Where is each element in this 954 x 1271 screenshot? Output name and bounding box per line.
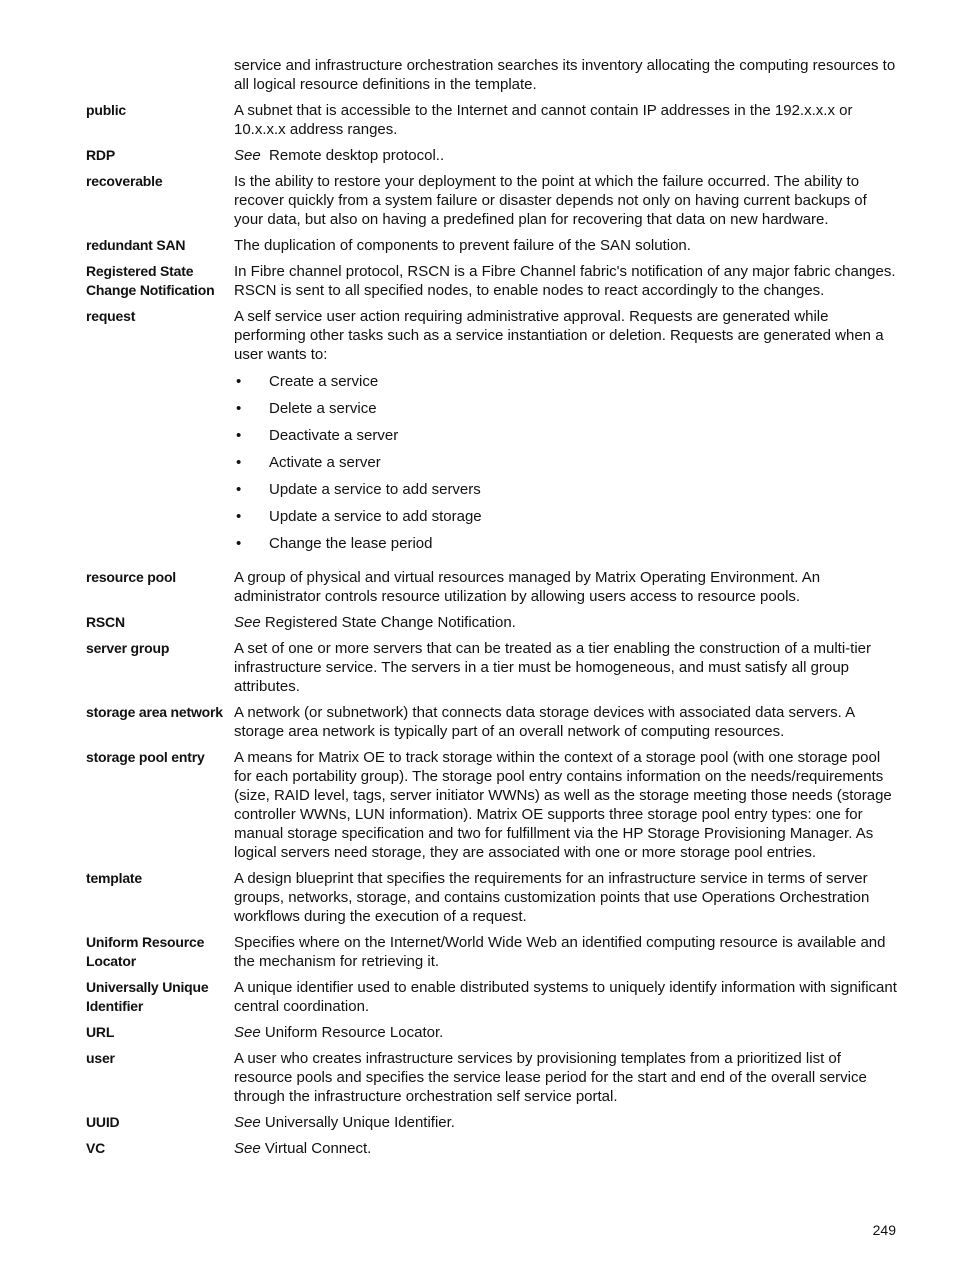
glossary-term: storage pool entry: [86, 749, 205, 765]
glossary-term: server group: [86, 640, 170, 656]
list-item: • Update a service to add storage: [236, 508, 482, 525]
glossary-definition: The duplication of components to prevent failure of the SAN solution.: [234, 237, 691, 254]
request-definition-text: A self service user action requiring administrative approval. Requests are generated while performing other tasks such as a service instantiation or deletion. Requests are generated when a user wants to:: [234, 308, 884, 363]
glossary-definition: A design blueprint that specifies the requirements for an infrastructure service in terms of server groups, networks, storage, and contains customization points that use Operations Orchestration workflows during the execution of a request.: [234, 870, 870, 925]
glossary-definition: Specifies where on the Internet/World Wide Web an identified computing resource is available and the mechanism for retrieving it.: [234, 934, 886, 970]
glossary-entry-server-group: [86, 639, 898, 696]
glossary-definition: Is the ability to restore your deployment to the point at which the failure occurred. The ability to recover quickly from a system failure or disaster depends not only on having current backups of your data, but also on having a predefined plan for recovering that data on new hardware.: [234, 173, 867, 228]
glossary-term: Registered State Change Notification: [86, 263, 215, 298]
glossary-term: RDP: [86, 147, 115, 163]
glossary-term: request: [86, 308, 136, 324]
see-reference: See: [234, 147, 261, 164]
bullet-icon: •: [236, 400, 242, 417]
glossary-term: URL: [86, 1024, 115, 1040]
reference-target: Registered State Change Notification.: [264, 614, 516, 631]
glossary-entry-user: [86, 1049, 898, 1106]
glossary-entry-uniform-resource-locator: [86, 933, 898, 971]
list-item: • Activate a server: [236, 454, 381, 471]
glossary-definition: [234, 1023, 898, 1042]
bullet-icon: •: [236, 508, 242, 525]
glossary-definition: [234, 613, 898, 632]
list-item: • Deactivate a server: [236, 427, 399, 444]
bullet-icon: •: [236, 454, 242, 471]
glossary-definition: In Fibre channel protocol, RSCN is a Fibre Channel fabric's notification of any major fabric changes. RSCN is sent to all specified nodes, to enable nodes to react accordingly to the changes.: [234, 263, 896, 299]
glossary-entry-recoverable: [86, 172, 898, 229]
glossary-entry-storage-pool-entry: [86, 748, 898, 862]
glossary-term: Universally Unique Identifier: [86, 979, 209, 1014]
glossary-definition: [234, 146, 898, 165]
glossary-entry-vc: [86, 1139, 898, 1158]
glossary-definition: A means for Matrix OE to track storage within the context of a storage pool (with one storage pool for each portability group). The storage pool entry contains information on the needs/requirements (size, RAID level, tags, server initiator WWNs) as well as the storage meeting those needs (storage controller WWNs, LUN information). Matrix OE supports three storage pool entry types: one for manual storage specification and two for fulfillment via the HP Storage Provisioning Manager. As logical servers need storage, they are associated with one or more storage pool entries.: [234, 749, 892, 861]
page-number: 249: [872, 1222, 896, 1238]
glossary-definition: A unique identifier used to enable distributed systems to uniquely identify information with significant central coordination.: [234, 979, 897, 1015]
bullet-icon: •: [236, 427, 242, 444]
glossary-term: user: [86, 1050, 115, 1066]
glossary-entry-universally-unique-identifier: [86, 978, 898, 1016]
glossary-term: template: [86, 870, 142, 886]
bullet-icon: •: [236, 373, 242, 390]
glossary-term: public: [86, 102, 127, 118]
request-bullet-list: [234, 372, 898, 553]
glossary-term: Uniform Resource Locator: [86, 934, 205, 969]
glossary-definition: A subnet that is accessible to the Internet and cannot contain IP addresses in the 192.x.x.x or 10.x.x.x address ranges.: [234, 102, 853, 138]
glossary-term: storage area network: [86, 704, 223, 720]
list-item: • Create a service: [236, 373, 379, 390]
glossary-list: [86, 101, 898, 1165]
glossary-term: VC: [86, 1140, 106, 1156]
glossary-definition: A group of physical and virtual resources managed by Matrix Operating Environment. An administrator controls resource utilization by allowing users access to resource pools.: [234, 569, 821, 605]
see-reference: See: [234, 1024, 261, 1041]
glossary-entry-rdp: [86, 146, 898, 165]
glossary-entry-url: [86, 1023, 898, 1042]
reference-target: Uniform Resource Locator.: [264, 1024, 444, 1041]
glossary-definition: A network (or subnetwork) that connects data storage devices with associated data servers. A storage area network is typically part of an overall network of computing resources.: [234, 704, 855, 740]
glossary-entry-redundant-san: [86, 236, 898, 255]
glossary-term: redundant SAN: [86, 237, 186, 253]
reference-target: Remote desktop protocol..: [269, 147, 445, 164]
glossary-entry-template: [86, 869, 898, 926]
list-item: • Update a service to add servers: [236, 481, 481, 498]
glossary-term: UUID: [86, 1114, 120, 1130]
see-reference: See: [234, 1140, 261, 1157]
list-item: • Change the lease period: [236, 535, 433, 552]
see-reference: See: [234, 1114, 261, 1131]
see-reference: See: [234, 614, 261, 631]
glossary-entry-request: [86, 307, 898, 561]
glossary-entry-resource-pool: [86, 568, 898, 606]
bullet-icon: •: [236, 481, 242, 498]
glossary-entry-rscn-full: [86, 262, 898, 300]
glossary-definition: A set of one or more servers that can be treated as a tier enabling the construction of a multi-tier infrastructure service. The servers in a tier must be homogeneous, and must satisfy all group attributes.: [234, 640, 872, 695]
glossary-term: resource pool: [86, 569, 176, 585]
glossary-entry-uuid: [86, 1113, 898, 1132]
glossary-term: recoverable: [86, 173, 163, 189]
glossary-entry-storage-area-network: [86, 703, 898, 741]
glossary-entry-public: [86, 101, 898, 139]
glossary-term: RSCN: [86, 614, 125, 630]
continued-definition-text: service and infrastructure orchestration searches its inventory allocating the computing resources to all logical resource definitions in the template.: [234, 57, 896, 93]
list-item: • Delete a service: [236, 400, 377, 417]
glossary-definition: [234, 307, 898, 561]
glossary-definition: [234, 1139, 898, 1158]
reference-target: Universally Unique Identifier.: [264, 1114, 455, 1131]
glossary-definition: [234, 1113, 898, 1132]
reference-target: Virtual Connect.: [264, 1140, 372, 1157]
bullet-icon: •: [236, 535, 242, 552]
glossary-definition: A user who creates infrastructure services by provisioning templates from a prioritized list of resource pools and specifies the service lease period for the start and end of the overall service through the infrastructure orchestration self service portal.: [234, 1050, 867, 1105]
glossary-entry-rscn: [86, 613, 898, 632]
